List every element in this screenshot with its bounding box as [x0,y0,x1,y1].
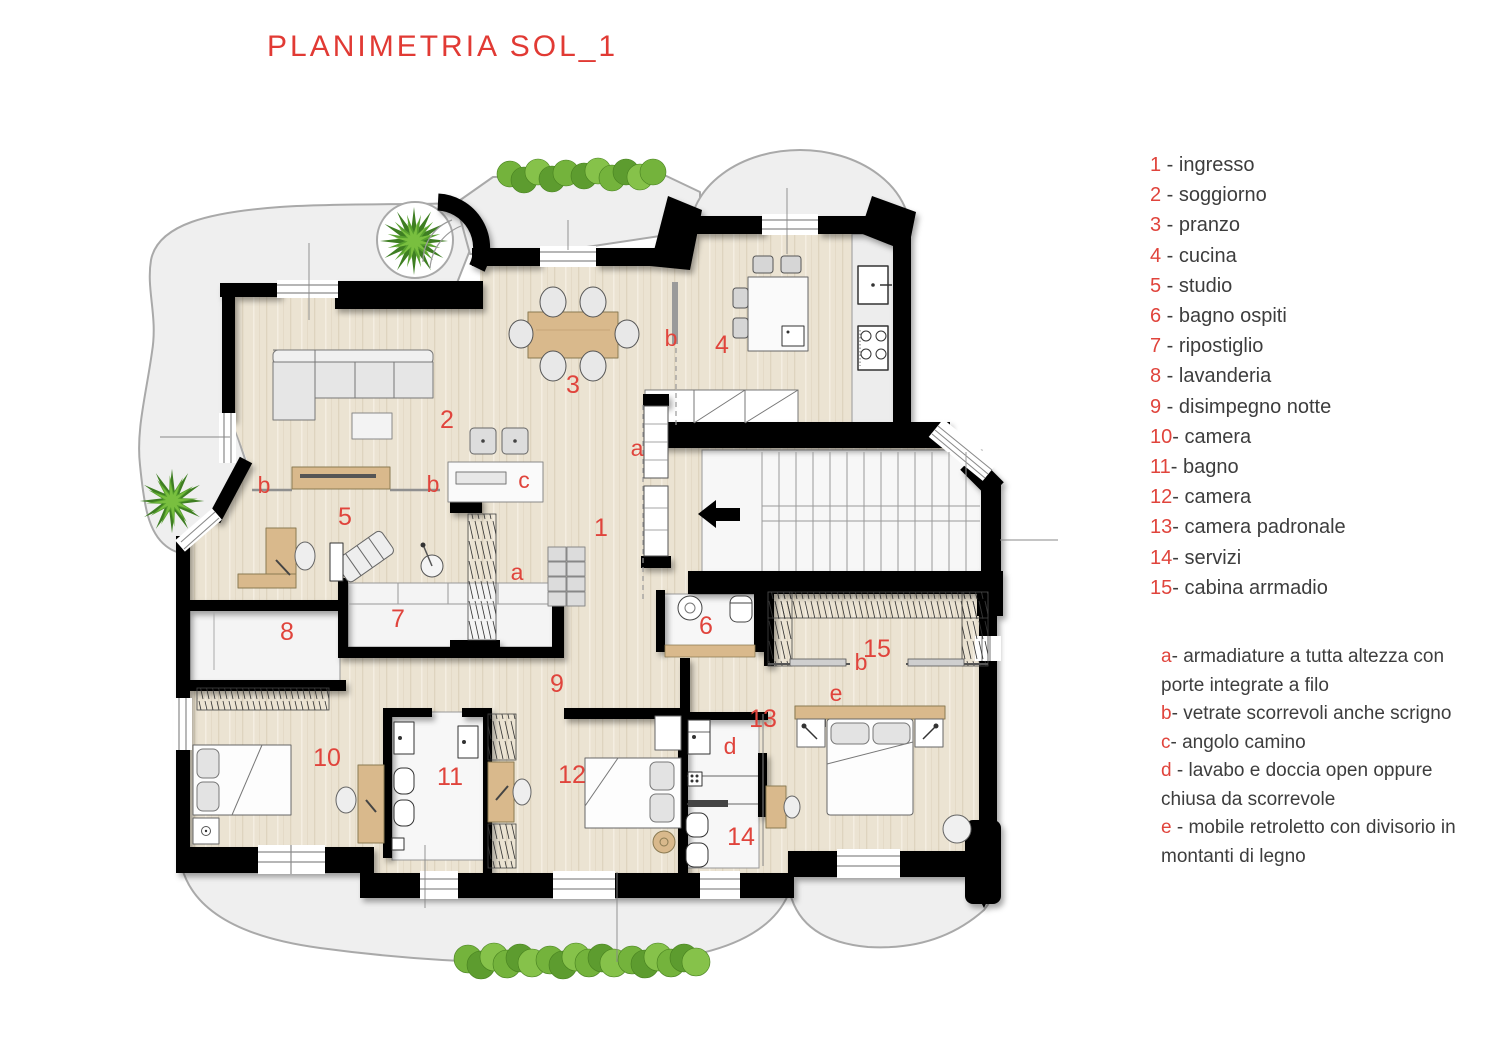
legend-separator: - [1172,425,1185,448]
hedge-top [497,158,666,193]
legend-room-number: 1 [1150,154,1162,176]
legend-separator: - [1161,244,1179,267]
legend-room-label: bagno [1182,456,1239,479]
feature-label-b: b [426,471,440,497]
legend-separator: - [1161,214,1179,237]
legend-room-number: 9 [1150,395,1162,418]
legend-room-item [1150,543,1495,573]
legend-room-label: pranzo [1178,214,1241,237]
legend-room-number: 8 [1150,365,1162,388]
stove [858,326,888,370]
legend-room-item [1150,573,1495,603]
legend-room-number: 11 [1150,456,1171,479]
legend-note-item [1161,643,1481,700]
door-opening [700,871,740,899]
bed-10 [193,745,291,815]
legend-note-text: lavabo e doccia open oppure chiusa da scorrevole [1161,760,1433,810]
legend-separator: - [1171,703,1184,725]
desk-chair [295,542,315,570]
stairwell-floor [702,450,982,572]
door-opening [837,849,900,878]
legend-separator: - [1170,731,1183,753]
legend-separator: - [1161,335,1179,358]
stool-12 [653,831,675,853]
feature-label-e: e [829,680,843,706]
legend-room-number: 5 [1150,274,1162,297]
legend-separator: - [1161,395,1179,418]
legend-note-item [1161,700,1481,729]
legend-separator: - [1161,365,1179,388]
room-label-5: 5 [338,503,352,531]
legend-room-item [1150,482,1495,512]
legend-room-item [1150,452,1495,482]
legend-room-label: ingresso [1178,154,1255,176]
legend-room-item [1150,180,1495,210]
legend-note-letter: d [1161,760,1172,782]
window [277,280,338,298]
room-label-13: 13 [749,705,777,733]
legend-separator: - [1171,760,1189,782]
room-label-3: 3 [566,371,580,399]
kitchen-island [748,277,808,351]
pouf [502,428,528,454]
kitchen-sink [858,266,892,304]
pouf [470,428,496,454]
legend-separator: - [1172,546,1185,569]
door-opening [420,871,458,899]
legend-room-item [1150,150,1495,180]
floor-ball-lamp [943,815,971,843]
room-label-2: 2 [440,406,454,434]
bath6-threshold [665,645,755,657]
legend-room-number: 15 [1150,576,1173,599]
legend-room-label: servizi [1184,546,1242,569]
room7-floor [348,583,554,647]
bed-12 [585,758,681,828]
feature-label-c: c [518,467,530,493]
legend-room-number: 2 [1150,184,1162,207]
legend-note-letter: c [1161,731,1171,753]
legend-room-label: ripostiglio [1178,335,1264,358]
legend-room-item [1150,422,1495,452]
room-label-7: 7 [391,605,405,633]
feature-label-a: a [630,435,644,461]
legend-separator: - [1171,646,1184,668]
room-label-10: 10 [313,744,341,772]
door-opening [553,871,615,899]
legend-room-item [1150,271,1495,301]
window [762,214,818,235]
legend-separator: - [1172,516,1185,539]
legend-separator: - [1161,274,1179,297]
page-title: PLANIMETRIA SOL_1 [267,30,619,63]
room-label-1: 1 [594,514,608,542]
legend-note-letter: b [1161,703,1172,725]
legend-separator: - [1171,817,1189,839]
room-label-6: 6 [699,612,713,640]
feature-label-b: b [257,472,271,498]
room-label-9: 9 [550,670,564,698]
room8-floor [190,604,340,682]
legend-note-letter: a [1161,646,1172,668]
room-label-4: 4 [715,331,729,359]
legend-room-label: studio [1178,274,1233,297]
legend-note-text: armadiature a tutta altezza con porte integrate a filo [1161,646,1445,696]
legend-room-item [1150,512,1495,542]
room-label-11: 11 [437,763,463,791]
feature-label-d: d [723,733,737,759]
legend-room-item [1150,392,1495,422]
legend-room-number: 10 [1150,425,1173,448]
legend-room-label: lavanderia [1178,365,1272,388]
legend-room-label: camera padronale [1184,516,1346,539]
legend-room-number: 6 [1150,305,1162,328]
legend-room-label: camera [1184,425,1252,448]
legend-room-label: disimpegno notte [1178,395,1332,418]
cabinet-12 [655,716,681,750]
feature-label-b: b [854,649,868,675]
legend-room-item [1150,331,1495,361]
tv-console [292,467,390,489]
legend-separator: - [1161,154,1179,176]
legend-room-number: 12 [1150,486,1173,509]
legend-room-number: 13 [1150,516,1173,539]
legend-note-letter: e [1161,817,1172,839]
legend-room-label: bagno ospiti [1178,305,1287,328]
legend-note-text: mobile retroletto con divisorio in montanti di legno [1161,817,1456,867]
room-label-14: 14 [727,823,755,851]
nightstand-10 [193,818,219,844]
legend [1150,150,1495,871]
legend-room-item [1150,301,1495,331]
window [174,698,192,750]
legend-separator: - [1172,486,1185,509]
room-label-8: 8 [280,618,294,646]
legend-room-number: 14 [1150,546,1173,569]
room-label-15: 15 [863,635,891,663]
legend-room-label: camera [1184,486,1252,509]
legend-separator: - [1161,305,1179,328]
legend-room-label: cabina arrmadio [1184,576,1328,599]
legend-note-text: vetrate scorrevoli anche scrigno [1183,703,1452,725]
dining-table [528,312,618,358]
legend-notes [1150,643,1481,871]
legend-room-label: cucina [1178,244,1237,267]
legend-room-item [1150,241,1495,271]
feature-label-b: b [664,325,678,351]
legend-room-number: 7 [1150,335,1162,358]
legend-room-label: soggiorno [1178,184,1267,207]
legend-separator: - [1170,456,1183,479]
room-label-12: 12 [558,761,586,789]
legend-separator: - [1172,576,1185,599]
column [330,543,343,581]
legend-note-item [1161,757,1481,814]
legend-note-item [1161,814,1481,871]
door-opening [258,845,325,874]
coffee-table [352,413,392,439]
legend-room-list [1150,150,1495,603]
legend-note-text: angolo camino [1182,731,1306,753]
legend-room-item [1150,361,1495,391]
legend-room-number: 4 [1150,244,1162,267]
legend-note-item [1161,729,1481,758]
legend-room-number: 3 [1150,214,1162,237]
window [219,413,236,463]
legend-room-item [1150,210,1495,240]
legend-separator: - [1161,184,1179,207]
feature-label-a: a [510,559,524,585]
